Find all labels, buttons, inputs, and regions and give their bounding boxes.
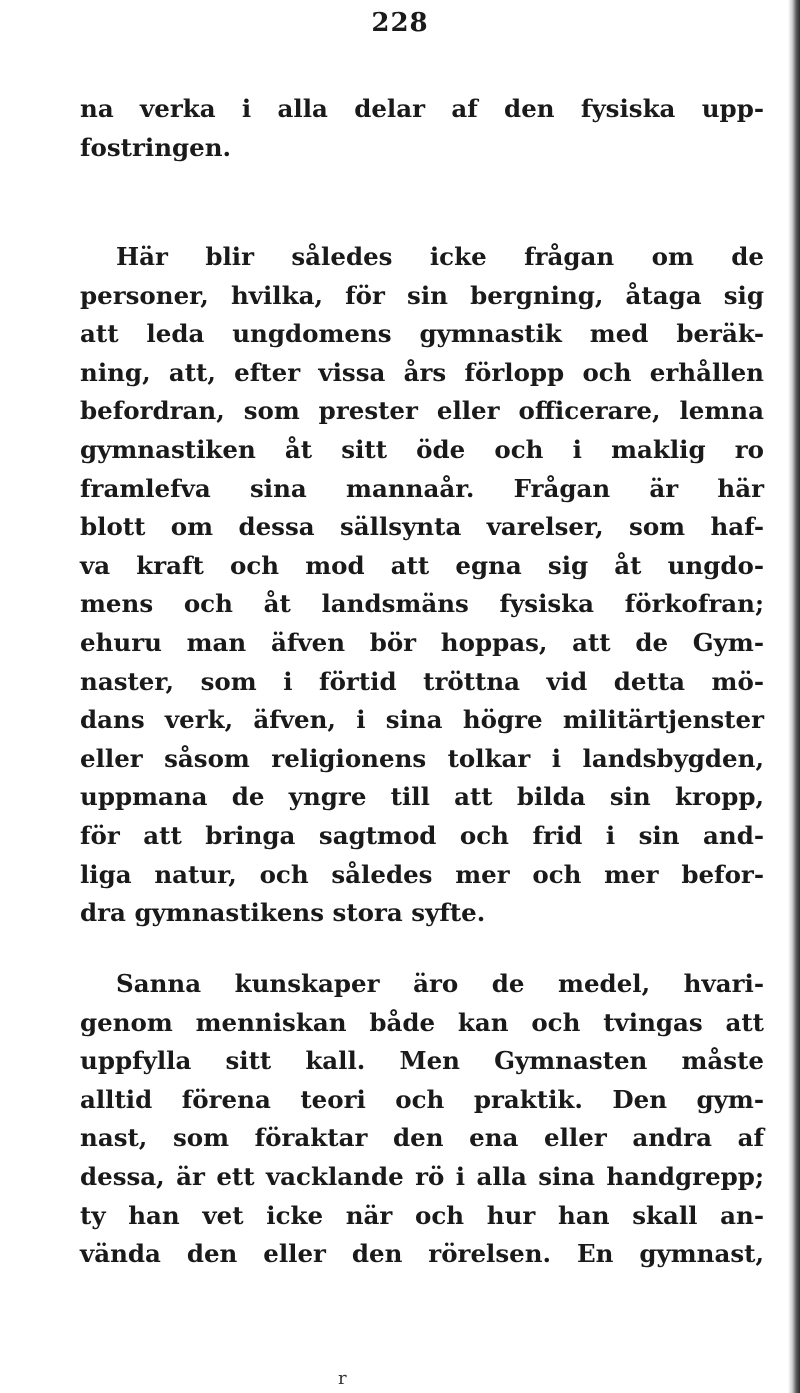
footer-mark: r [338, 1368, 347, 1389]
text-line: liga natur, och således mer och mer befor- [80, 859, 764, 889]
text-line: va kraft och mod att egna sig åt ungdo- [80, 550, 764, 580]
text-line: na verka i alla delar af den fysiska upp- [80, 94, 764, 123]
paragraph [80, 965, 764, 1274]
text-line: dans verk, äfven, i sina högre militärtjenster [80, 705, 764, 735]
text-line: framlefva sina mannaår. Frågan är här [80, 473, 764, 503]
text-line: Här blir således icke frågan om de [116, 242, 764, 271]
text-line: eller såsom religionens tolkar i landsbygden, [80, 743, 764, 773]
text-line: att leda ungdomens gymnastik med beräk- [80, 319, 764, 349]
text-line: mens och åt landsmäns fysiska förkofran; [80, 589, 764, 619]
text-line: dessa, är ett vacklande rö i alla sina handgrepp; [80, 1161, 764, 1191]
text-line: dra gymnastikens stora syfte. [80, 898, 486, 928]
paragraph-continuation [80, 90, 764, 167]
text-line: befordran, som prester eller officerare, lemna [80, 396, 764, 426]
text-line: naster, som i förtid tröttna vid detta mö- [80, 666, 764, 696]
text-line: uppmana de yngre till att bilda sin kropp, [80, 782, 764, 812]
text-line: ehuru man äfven bör hoppas, att de Gym- [80, 627, 764, 657]
text-line: ty han vet icke när och hur han skall an- [80, 1200, 764, 1230]
text-line: gymnastiken åt sitt öde och i maklig ro [80, 434, 764, 464]
text-line: nast, som föraktar den ena eller andra af [80, 1123, 764, 1153]
text-line: för att bringa sagtmod och frid i sin and- [80, 820, 764, 850]
page-edge-shadow [788, 0, 800, 1393]
text-line: genom menniskan både kan och tvingas att [80, 1007, 764, 1037]
text-line: Sanna kunskaper äro de medel, hvari- [116, 969, 764, 998]
text-line: blott om dessa sällsynta varelser, som haf- [80, 512, 764, 542]
page-number: 228 [371, 8, 429, 38]
text-line: alltid förena teori och praktik. Den gym- [80, 1084, 764, 1114]
text-line: uppfylla sitt kall. Men Gymnasten måste [80, 1046, 764, 1076]
text-line: ning, att, efter vissa års förlopp och erhållen [80, 357, 764, 387]
text-line: fostringen. [80, 132, 232, 162]
text-line: personer, hvilka, för sin bergning, åtaga sig [80, 280, 764, 310]
paragraph [80, 238, 764, 933]
text-line: vända den eller den rörelsen. En gymnast, [80, 1239, 764, 1269]
